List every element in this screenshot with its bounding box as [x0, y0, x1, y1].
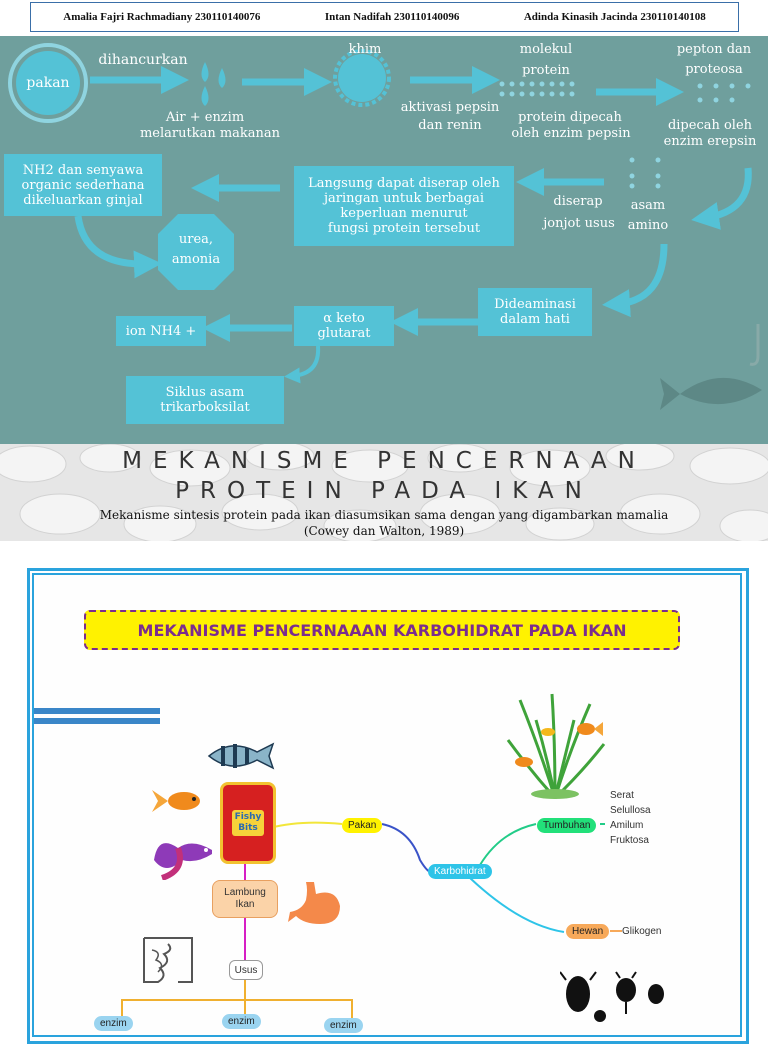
molecule-dots — [500, 82, 575, 97]
nh2-line-2: organic sederhana — [21, 177, 145, 193]
langsung-line-4: fungsi protein tersebut — [327, 221, 481, 236]
nh2-line-1: NH2 dan senyawa — [22, 162, 144, 178]
ion-label: ion NH4 + — [125, 323, 197, 339]
selulosa-label: Selullosa — [610, 805, 651, 816]
can-label — [232, 810, 265, 836]
langsung-line-3: keperluan menurut — [340, 206, 468, 221]
asam-label-1: asam — [630, 198, 666, 213]
langsung-box — [294, 166, 514, 246]
siklus-box — [126, 376, 284, 424]
erepsin-label-1: dipecah oleh — [667, 118, 753, 133]
pakan-node: Pakan — [342, 818, 382, 833]
dideaminasi-box — [478, 288, 592, 336]
protein-digestion-poster — [0, 36, 768, 541]
siklus-line-1: Siklus asam — [165, 385, 245, 400]
goldfish-icon — [150, 786, 206, 816]
hewan-node: Hewan — [566, 924, 609, 939]
dideaminasi-line-2: dalam hati — [500, 312, 570, 327]
pepton-dots — [698, 84, 751, 103]
molekul-label: molekul — [519, 42, 573, 57]
aktivasi-label-1: aktivasi pepsin — [400, 100, 500, 115]
protein-subtitle-2: (Cowey dan Walton, 1989) — [303, 524, 465, 538]
author-2: Intan Nadifah 230110140096 — [324, 11, 460, 23]
author-1: Amalia Fajri Rachmadiany 230110140076 — [63, 11, 261, 23]
khim-icon — [338, 54, 386, 102]
betta-fish-icon — [152, 830, 216, 880]
enzim-node-3: enzim — [324, 1018, 363, 1033]
carbo-title: MEKANISME PENCERNAAAN KARBOHIDRAT PADA IKAN — [137, 620, 627, 640]
dipecah-label-2: oleh enzim pepsin — [511, 126, 631, 141]
lambung-node — [212, 880, 278, 918]
air-enzim-label: Air + enzim — [165, 110, 245, 125]
ion-nh4-box — [116, 316, 206, 346]
langsung-line-1: Langsung dapat diserap oleh — [308, 176, 500, 191]
fish-silhouette-icon — [660, 378, 762, 410]
animal-silhouettes-icon — [560, 970, 670, 1024]
stomach-icon — [284, 878, 346, 930]
angelfish-icon — [205, 738, 277, 774]
pepton-label-1: pepton dan — [676, 42, 752, 57]
dipecah-label-1: protein dipecah — [518, 110, 622, 125]
urea-label-2: amonia — [171, 252, 221, 267]
water-drop-icon — [202, 62, 209, 82]
can-line-2: Bits — [238, 823, 258, 833]
karbohidrat-node: Karbohidrat — [428, 864, 492, 879]
protein-title-line-2: PROTEIN PADA IKAN — [175, 478, 593, 504]
enzim-node-2: enzim — [222, 1014, 261, 1029]
dideaminasi-line-1: Dideaminasi — [494, 297, 576, 312]
hook-icon — [750, 324, 758, 364]
enzim-node-1: enzim — [94, 1016, 133, 1031]
small-goldfish-icon — [574, 718, 604, 740]
amino-acid-dots — [630, 158, 661, 189]
author-3: Adinda Kinasih Jacinda 230110140108 — [523, 11, 706, 23]
aquatic-plant-icon — [500, 690, 610, 800]
tumbuhan-node: Tumbuhan — [537, 818, 596, 833]
can-line-1: Fishy — [234, 812, 262, 822]
lambung-line-1: Lambung — [224, 887, 266, 898]
fishy-bits-can-icon — [220, 782, 276, 864]
fruktosa-label: Fruktosa — [610, 835, 649, 846]
nh2-line-3: dikeluarkan ginjal — [23, 192, 143, 208]
protein-subtitle-1: Mekanisme sintesis protein pada ikan diasumsikan sama dengan yang digambarkan mamalia — [99, 508, 669, 522]
usus-node — [229, 960, 263, 980]
diserap-label-1: diserap — [553, 194, 603, 209]
langsung-line-2: jaringan untuk berbagai — [324, 191, 484, 206]
carbo-mindmap-lines — [0, 560, 768, 1024]
keto-line-1: α keto — [323, 311, 365, 326]
nh2-box — [4, 154, 162, 216]
lambung-line-2: Ikan — [235, 899, 255, 910]
protein-label: protein — [522, 63, 570, 78]
keto-line-2: glutarat — [317, 326, 371, 341]
erepsin-label-2: enzim erepsin — [663, 134, 757, 149]
glikogen-label: Glikogen — [622, 926, 662, 937]
usus-label: Usus — [234, 964, 258, 976]
siklus-line-2: trikarboksilat — [160, 400, 250, 415]
protein-title-line-1: MEKANISME PENCERNAAN — [122, 448, 646, 474]
author-header — [30, 2, 739, 32]
intestine-icon — [138, 932, 198, 986]
dihancurkan-label: dihancurkan — [98, 52, 188, 68]
melarutkan-label: melarutkan makanan — [139, 126, 281, 141]
diserap-label-2: jonjot usus — [543, 216, 615, 231]
pakan-label: pakan — [26, 75, 70, 91]
amilum-label: Amilum — [610, 820, 644, 831]
serat-label: Serat — [610, 790, 634, 801]
asam-label-2: amino — [627, 218, 669, 233]
keto-glutarat-box — [294, 306, 394, 346]
pepton-label-2: proteosa — [685, 62, 743, 77]
urea-label-1: urea, — [178, 232, 214, 247]
aktivasi-label-2: dan renin — [418, 118, 482, 133]
khim-label: khim — [348, 42, 382, 57]
